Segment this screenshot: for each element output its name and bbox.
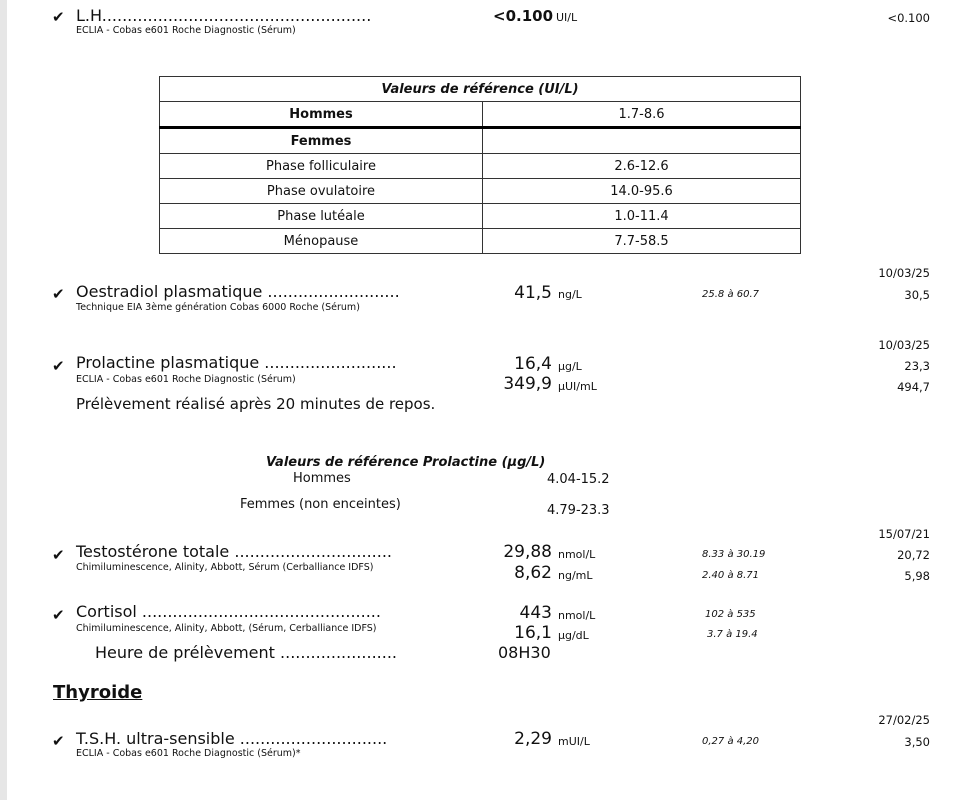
left-edge-strip bbox=[0, 0, 7, 800]
tsh-value: 2,29 bbox=[514, 729, 552, 749]
testosterone-value-2: 8,62 bbox=[514, 563, 552, 583]
lh-previous: <0.100 bbox=[887, 11, 930, 25]
check-icon: ✔ bbox=[52, 732, 65, 750]
check-icon: ✔ bbox=[52, 606, 65, 624]
testosterone-reference-1: 8.33 à 30.19 bbox=[702, 549, 766, 560]
testosterone-value-1: 29,88 bbox=[503, 542, 552, 562]
oestradiol-method: Technique EIA 3ème génération Cobas 6000 Roche (Sérum) bbox=[76, 302, 360, 313]
ref-row-value: 2.6-12.6 bbox=[483, 154, 801, 179]
prolactine-previous-1: 23,3 bbox=[904, 359, 930, 373]
testosterone-unit-2: ng/mL bbox=[558, 569, 593, 582]
lh-method: ECLIA - Cobas e601 Roche Diagnostic (Sérum) bbox=[76, 25, 296, 36]
oestradiol-previous: 30,5 bbox=[904, 288, 930, 302]
cortisol-method: Chimiluminescence, Alinity, Abbott, (Sérum, Cerballiance IDFS) bbox=[76, 623, 377, 634]
prolactine-previous-2: 494,7 bbox=[897, 380, 930, 394]
ref-row-value: 1.7-8.6 bbox=[483, 102, 801, 128]
ref-row-value bbox=[483, 128, 801, 154]
prolactine-value-2: 349,9 bbox=[503, 374, 552, 394]
lh-reference-title: Valeurs de référence (UI/L) bbox=[160, 77, 801, 102]
cortisol-time-value: 08H30 bbox=[498, 643, 551, 662]
cortisol-unit-1: nmol/L bbox=[558, 609, 596, 622]
prolactine-reference-title: Valeurs de référence Prolactine (µg/L) bbox=[266, 455, 546, 470]
cortisol-reference-2: 3.7 à 19.4 bbox=[707, 629, 758, 640]
ref-row-value: 7.7-58.5 bbox=[483, 229, 801, 254]
ref-row-value: 1.0-11.4 bbox=[483, 204, 801, 229]
testosterone-name: Testostérone totale ............................... bbox=[76, 542, 393, 561]
tsh-previous-date: 27/02/25 bbox=[878, 713, 930, 727]
oestradiol-name: Oestradiol plasmatique .......................... bbox=[76, 282, 400, 301]
tsh-previous: 3,50 bbox=[904, 735, 930, 749]
cortisol-reference-1: 102 à 535 bbox=[705, 609, 756, 620]
testosterone-unit-1: nmol/L bbox=[558, 548, 596, 561]
ref-row-label: Femmes bbox=[160, 128, 483, 154]
testosterone-previous-2: 5,98 bbox=[904, 569, 930, 583]
ref-row-label: Phase folliculaire bbox=[160, 154, 483, 179]
cortisol-value-2: 16,1 bbox=[514, 623, 552, 643]
ref-row-label: Ménopause bbox=[160, 229, 483, 254]
lh-value: <0.100 bbox=[493, 7, 554, 25]
check-icon: ✔ bbox=[52, 357, 65, 375]
ref-row-label: Phase ovulatoire bbox=[160, 179, 483, 204]
tsh-name: T.S.H. ultra-sensible ............................. bbox=[76, 729, 388, 748]
prolactine-reference-men-value: 4.04-15.2 bbox=[547, 472, 610, 487]
prolactine-unit-2: µUI/mL bbox=[558, 380, 597, 393]
lh-name: L.H..................................................... bbox=[76, 6, 372, 25]
ref-row-label: Phase lutéale bbox=[160, 204, 483, 229]
prolactine-method: ECLIA - Cobas e601 Roche Diagnostic (Sérum) bbox=[76, 374, 296, 385]
cortisol-name: Cortisol ............................................... bbox=[76, 602, 381, 621]
ref-row-value: 14.0-95.6 bbox=[483, 179, 801, 204]
lh-unit: UI/L bbox=[556, 11, 578, 24]
prolactine-unit-1: µg/L bbox=[558, 360, 582, 373]
prolactine-name: Prolactine plasmatique .......................... bbox=[76, 353, 397, 372]
prolactine-reference-men-label: Hommes bbox=[293, 471, 351, 486]
oestradiol-previous-date: 10/03/25 bbox=[878, 266, 930, 280]
prolactine-reference-women-label: Femmes (non enceintes) bbox=[240, 497, 401, 512]
ref-row-label: Hommes bbox=[160, 102, 483, 128]
lh-reference-table bbox=[159, 76, 801, 254]
check-icon: ✔ bbox=[52, 546, 65, 564]
testosterone-previous-1: 20,72 bbox=[897, 548, 930, 562]
cortisol-time-label: Heure de prélèvement ....................... bbox=[95, 643, 397, 662]
prolactine-previous-date: 10/03/25 bbox=[878, 338, 930, 352]
oestradiol-value: 41,5 bbox=[514, 283, 552, 303]
oestradiol-reference-range: 25.8 à 60.7 bbox=[702, 289, 760, 300]
testosterone-method: Chimiluminescence, Alinity, Abbott, Sérum (Cerballiance IDFS) bbox=[76, 562, 374, 573]
thyroide-section-title: Thyroide bbox=[53, 682, 143, 703]
prolactine-value-1: 16,4 bbox=[514, 354, 552, 374]
prolactine-note: Prélèvement réalisé après 20 minutes de repos. bbox=[76, 395, 436, 413]
tsh-method: ECLIA - Cobas e601 Roche Diagnostic (Sérum)* bbox=[76, 748, 301, 759]
tsh-reference-range: 0,27 à 4,20 bbox=[702, 736, 760, 747]
cortisol-unit-2: µg/dL bbox=[558, 629, 589, 642]
testosterone-previous-date: 15/07/21 bbox=[878, 527, 930, 541]
check-icon: ✔ bbox=[52, 285, 65, 303]
testosterone-reference-2: 2.40 à 8.71 bbox=[702, 570, 760, 581]
check-icon: ✔ bbox=[52, 8, 65, 26]
prolactine-reference-women-value: 4.79-23.3 bbox=[547, 503, 610, 518]
cortisol-value-1: 443 bbox=[519, 603, 552, 623]
tsh-unit: mUI/L bbox=[558, 735, 590, 748]
oestradiol-unit: ng/L bbox=[558, 288, 582, 301]
